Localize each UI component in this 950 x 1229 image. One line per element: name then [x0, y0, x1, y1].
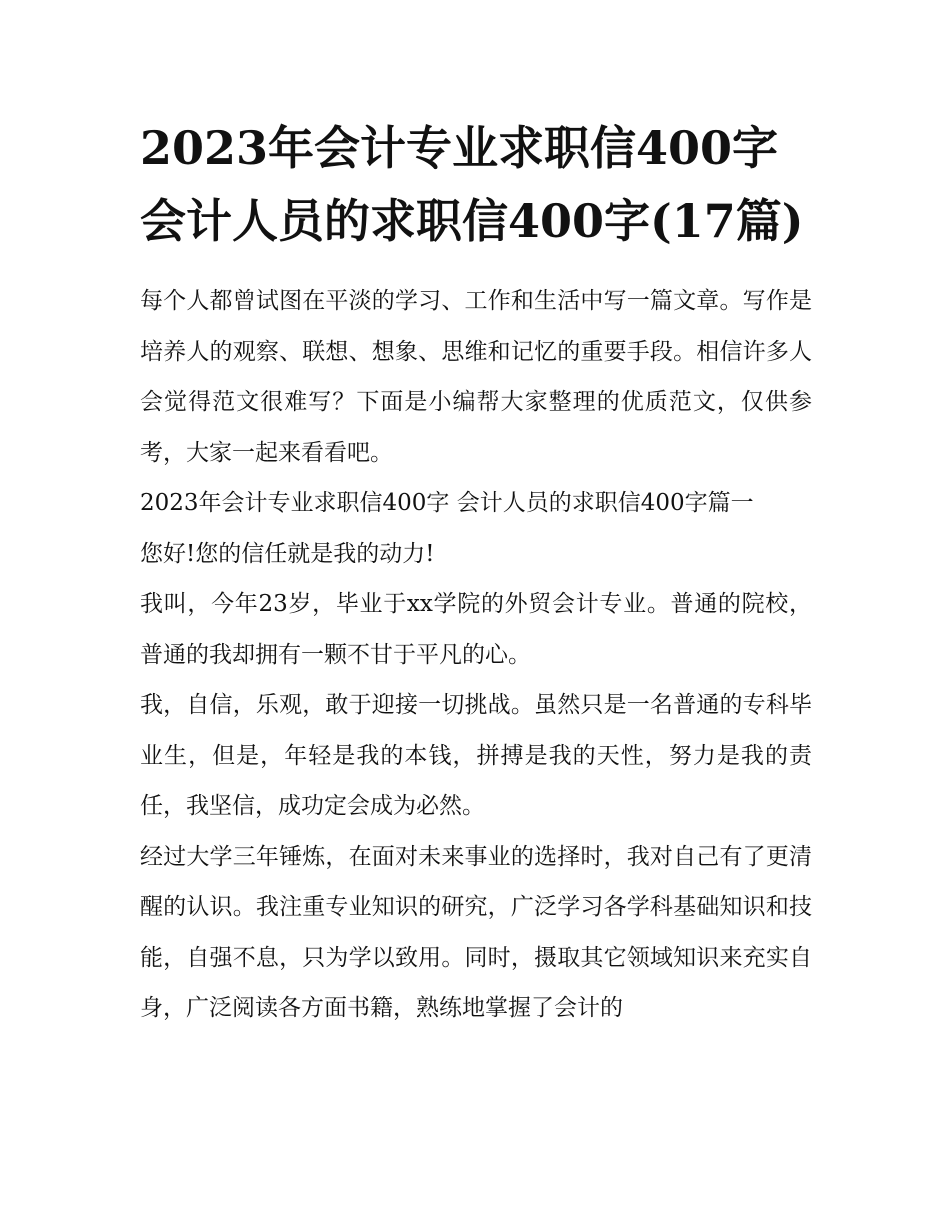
document-title: 2023年会计专业求职信400字 会计人员的求职信400字(17篇) [140, 121, 804, 248]
section-heading: 2023年会计专业求职信400字 会计人员的求职信400字篇一 [140, 490, 754, 516]
body-paragraph: 我叫，今年23岁，毕业于xx学院的外贸会计专业。普通的院校，普通的我却拥有一颗不甘于平凡的心。 [140, 591, 812, 668]
document-page [140, 112, 812, 1034]
intro-paragraph: 每个人都曾试图在平淡的学习、工作和生活中写一篇文章。写作是培养人的观察、联想、想象、思维和记忆的重要手段。相信许多人会觉得范文很难写？下面是小编帮大家整理的优质范文，仅供参考，大家一起来看看吧。 [140, 288, 812, 466]
body-paragraph: 我，自信，乐观，敢于迎接一切挑战。虽然只是一名普通的专科毕业生，但是，年轻是我的本钱，拼搏是我的天性，努力是我的责任，我坚信，成功定会成为必然。 [140, 692, 812, 819]
body-paragraph: 经过大学三年锤炼，在面对未来事业的选择时，我对自己有了更清醒的认识。我注重专业知识的研究，广泛学习各学科基础知识和技能，自强不息，只为学以致用。同时，摄取其它领域知识来充实自身，广泛阅读各方面书籍，熟练地掌握了会计的 [140, 843, 812, 1021]
greeting-paragraph: 您好!您的信任就是我的动力! [140, 540, 435, 567]
